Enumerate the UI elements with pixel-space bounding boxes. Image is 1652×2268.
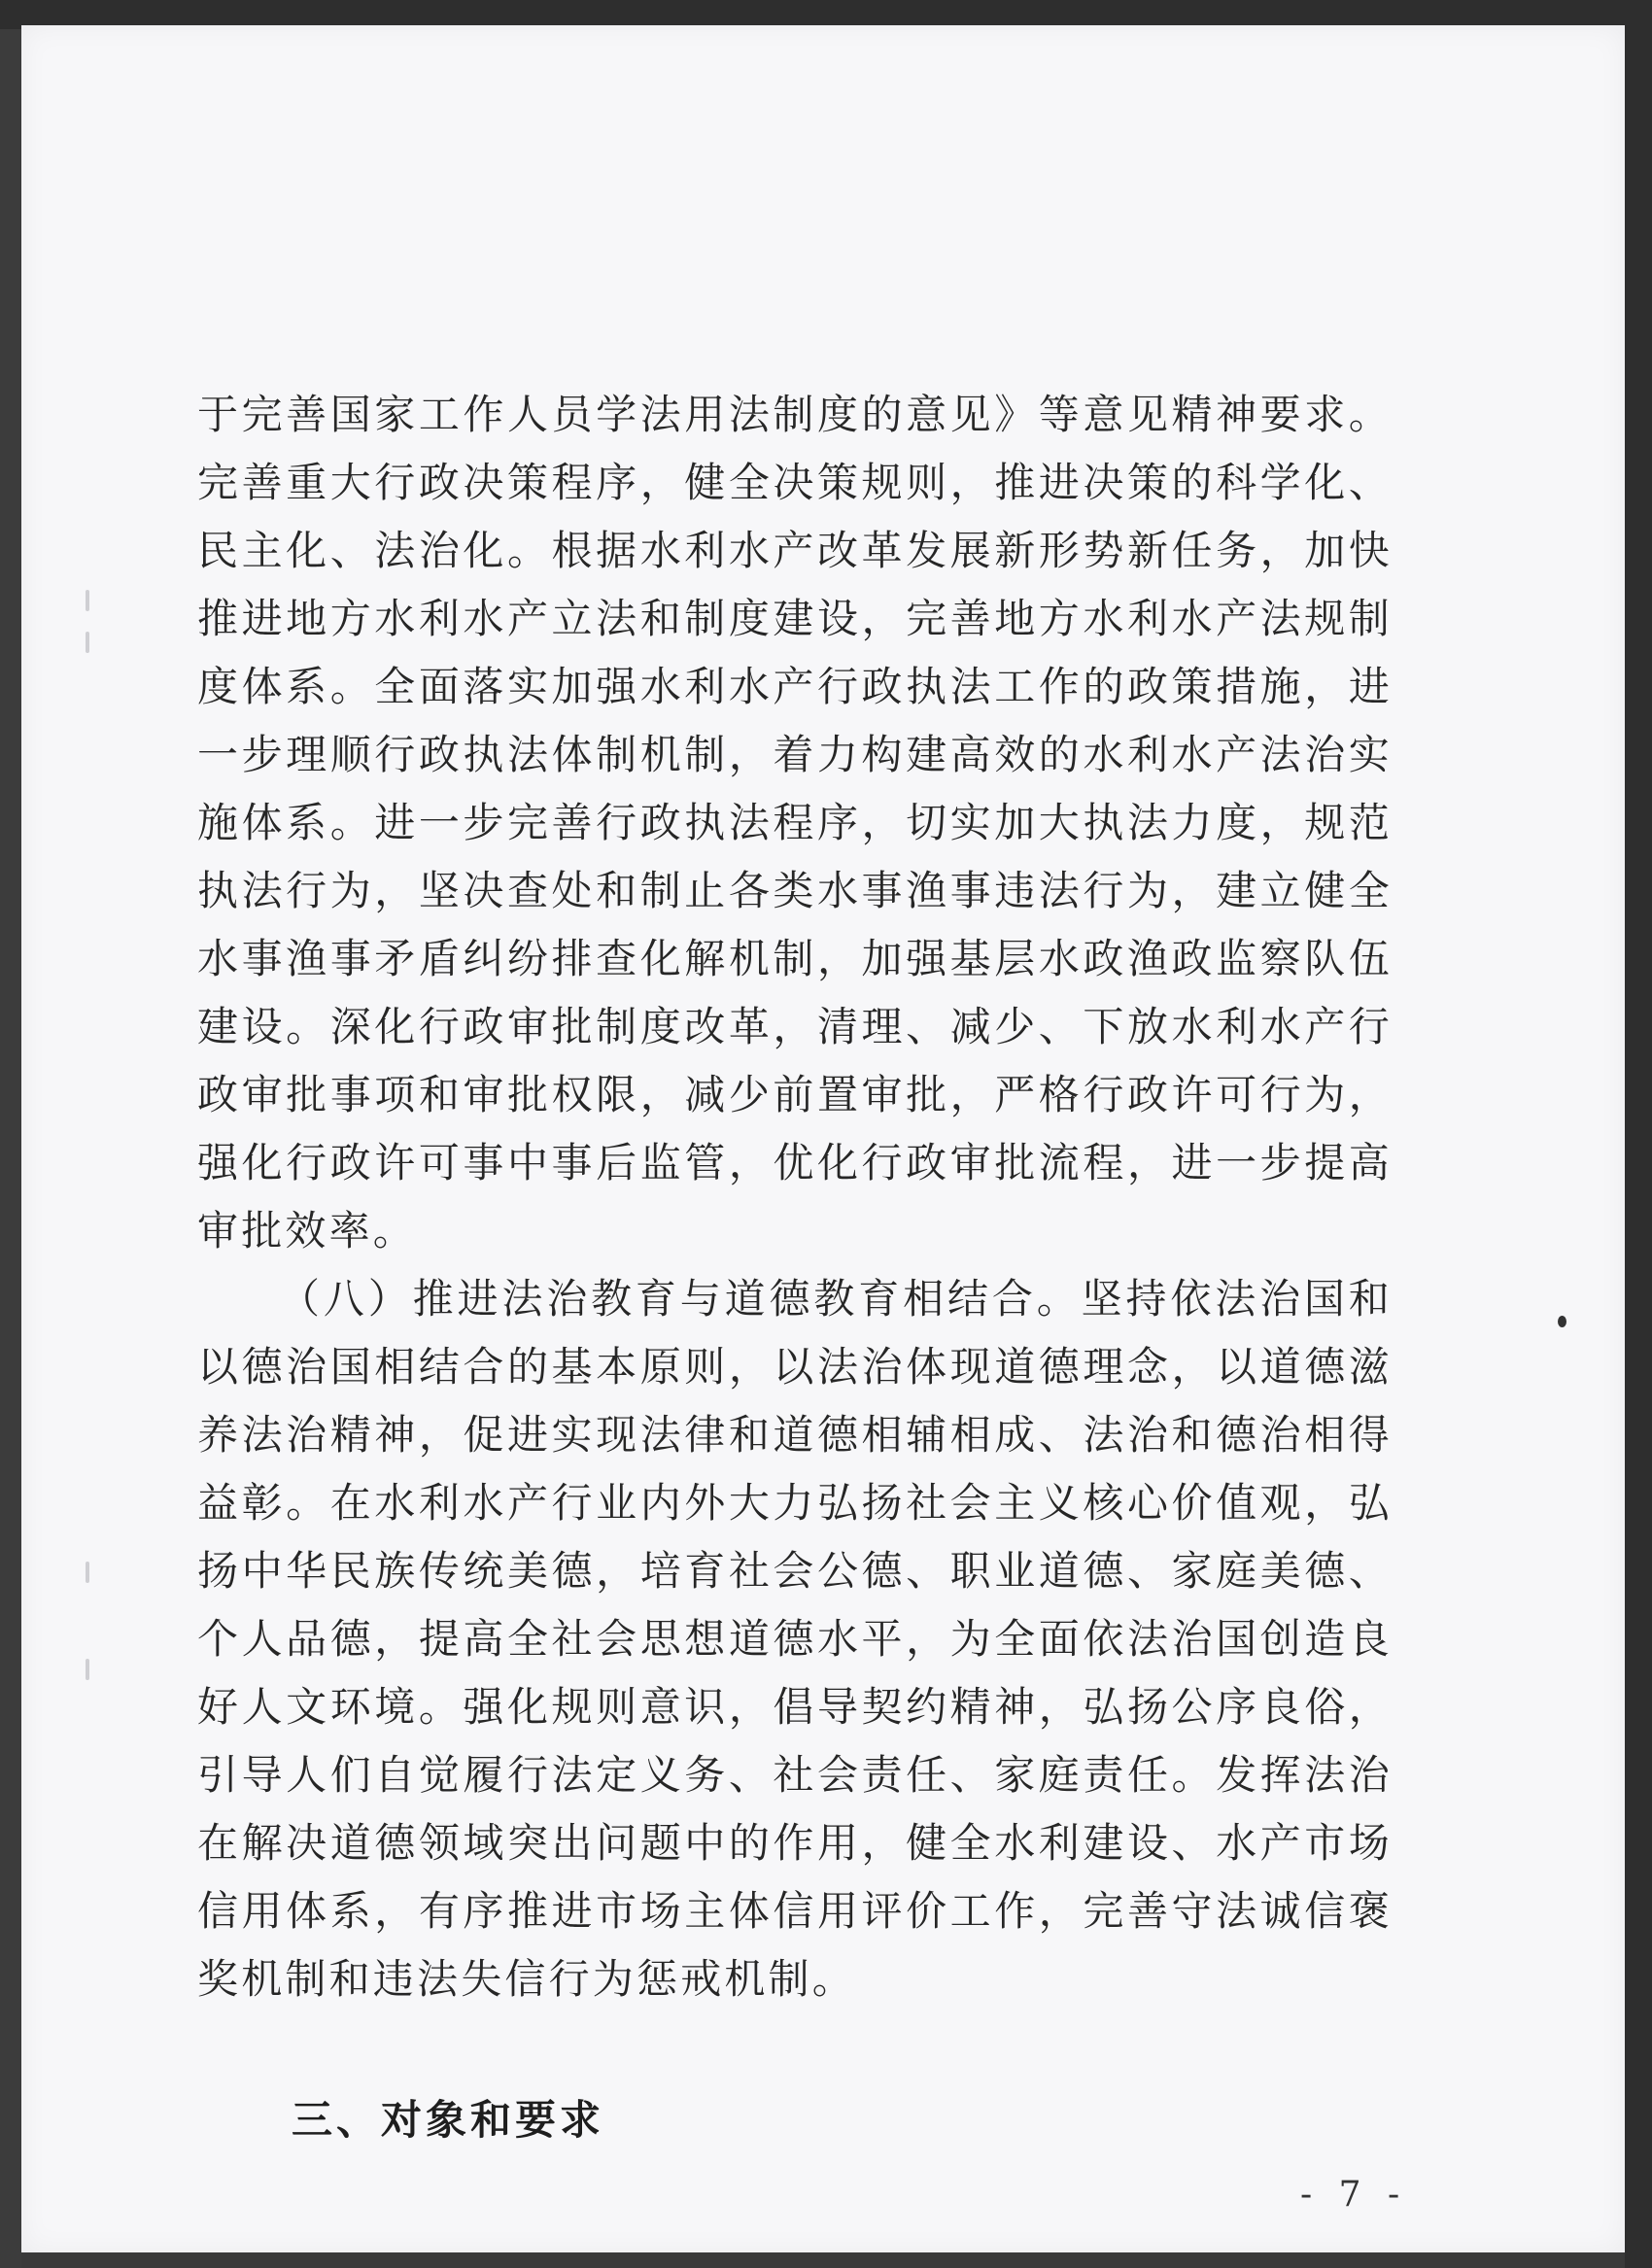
- paragraph-continued: 于完善国家工作人员学法用法制度的意见》等意见精神要求。完善重大行政决策程序，健全决策规则，推进决策的科学化、民主化、法治化。根据水利水产改革发展新形势新任务，加快推进地方水利水产立法和制度建设，完善地方水利水产法规制度体系。全面落实加强水利水产行政执法工作的政策措施，进一步理顺行政执法体制机制，着力构建高效的水利水产法治实施体系。进一步完善行政执法程序，切实加大执法力度，规范执法行为，坚决查处和制止各类水事渔事违法行为，建立健全水事渔事矛盾纠纷排查化解机制，加强基层水政渔政监察队伍建设。深化行政审批制度改革，清理、减少、下放水利水产行政审批事项和审批权限，减少前置审批，严格行政许可行为，强化行政许可事中事后监管，优化行政审批流程，进一步提高审批效率。: [197, 391, 1393, 1254]
- scan-left-border: [0, 0, 21, 2268]
- paragraph-section-eight: （八）推进法治教育与道德教育相结合。坚持依法治国和以德治国相结合的基本原则，以法治体现道德理念，以道德滋养法治精神，促进实现法律和道德相辅相成、法治和德治相得益彰。在水利水产行业内外大力弘扬社会主义核心价值观，弘扬中华民族传统美德，培育社会公德、职业道德、家庭美德、个人品德，提高全社会思想道德水平，为全面依法治国创造良好人文环境。强化规则意识，倡导契约精神，弘扬公序良俗，引导人们自觉履行法定义务、社会责任、家庭责任。发挥法治在解决道德领域突出问题中的作用，健全水利建设、水产市场信用体系，有序推进市场主体信用评价工作，完善守法诚信褒奖机制和违法失信行为惩戒机制。: [197, 1275, 1393, 2003]
- section-heading: 三、对象和要求: [292, 2096, 605, 2144]
- binding-hole-mark: [86, 632, 89, 653]
- page-number: - 7 -: [1300, 2175, 1408, 2215]
- ink-speck: [1558, 1316, 1566, 1327]
- binding-hole-mark: [86, 590, 89, 611]
- binding-hole-mark: [86, 1562, 89, 1583]
- document-body: [197, 381, 1393, 2013]
- binding-hole-mark: [86, 1659, 89, 1680]
- scan-right-border: [1625, 0, 1652, 2268]
